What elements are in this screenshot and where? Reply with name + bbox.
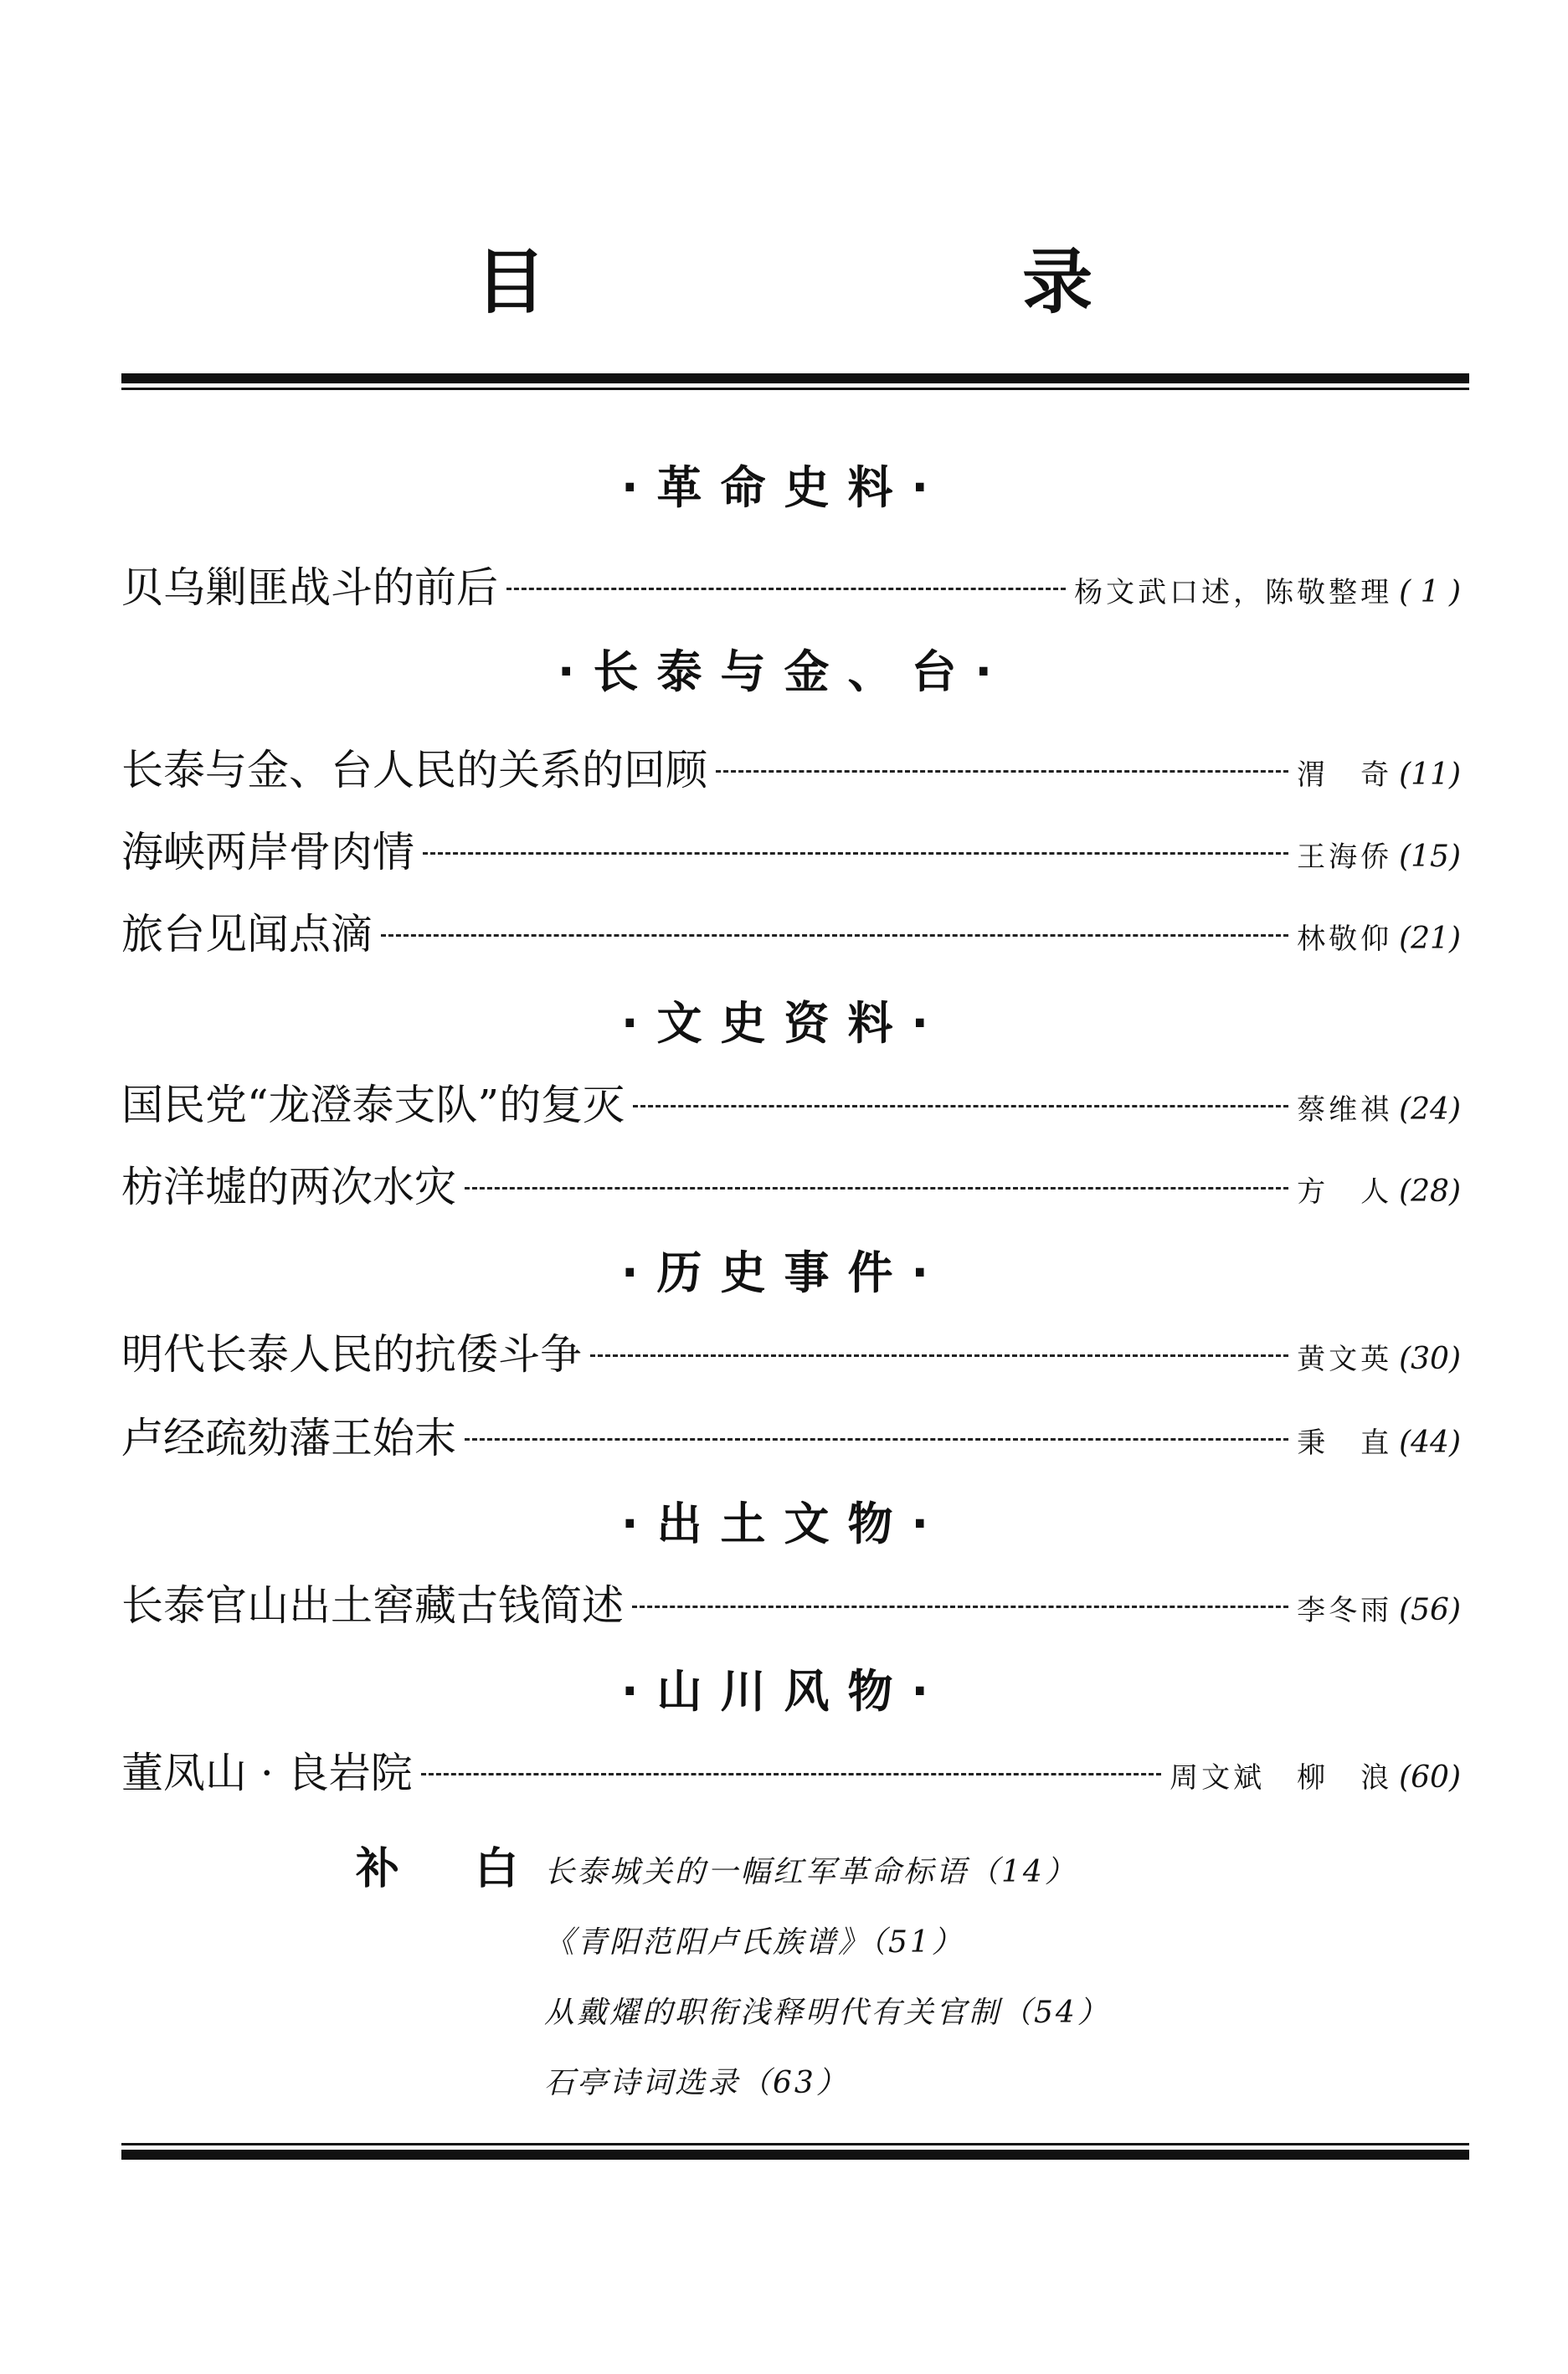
supplement-item[interactable]: 长泰城关的一幅红军革命标语（14） [544, 1855, 1077, 1889]
entry-author: 周文斌 柳 浪 [1170, 1761, 1393, 1795]
entry-page: (11) [1399, 758, 1461, 792]
supplement-item[interactable]: 石亭诗词选录（63） [544, 2066, 849, 2100]
section-heading-revolution: ·革命史料· [620, 461, 948, 514]
entry-title: 卢经疏劾藩王始末 [121, 1414, 456, 1462]
entry-title: 海峡两岸骨肉情 [121, 828, 414, 876]
leader-dots [465, 1187, 1288, 1190]
entry-title: 枋洋墟的两次水灾 [121, 1163, 456, 1211]
section-heading-changtai-jintai: ·长泰与金、台· [557, 645, 1011, 698]
section-heading-unearthed-relics: ·出土文物· [620, 1498, 948, 1550]
toc-entry[interactable] [121, 901, 1461, 959]
page-title: 目 录 [475, 241, 1319, 323]
leader-dots [633, 1105, 1288, 1107]
entry-page: (44) [1399, 1426, 1461, 1460]
supplement-item[interactable]: 从戴燿的职衔浅释明代有关官制（54） [544, 1996, 1110, 2030]
entry-title: 长泰官山出土窖藏古钱简述 [121, 1581, 624, 1630]
entry-author: 蔡维祺 [1297, 1093, 1393, 1127]
entry-page: (15) [1399, 840, 1461, 874]
toc-entry[interactable] [121, 1154, 1461, 1212]
entry-author: 黄文英 [1297, 1343, 1393, 1376]
leader-dots [423, 852, 1288, 855]
supplement-item[interactable]: 《青阳范阳卢氏族谱》（51） [544, 1925, 964, 1960]
toc-entry[interactable] [121, 554, 1461, 613]
leader-dots [421, 1773, 1161, 1775]
supplement-label: 补 白 [356, 1844, 549, 1894]
entry-title: 国民党“龙澄泰支队”的复灭 [121, 1081, 625, 1129]
entry-author: 杨文武口述，陈敬整理 [1074, 576, 1393, 609]
top-rule [121, 373, 1469, 390]
toc-entry[interactable] [121, 819, 1461, 877]
toc-entry[interactable] [121, 1071, 1461, 1130]
entry-author: 林敬仰 [1297, 922, 1393, 956]
entry-title: 长泰与金、台人民的关系的回顾 [121, 746, 707, 794]
leader-dots [465, 1438, 1288, 1441]
entry-author: 渭 奇 [1297, 758, 1393, 792]
entry-title: 旅台见闻点滴 [121, 910, 373, 958]
toc-entry[interactable] [121, 1405, 1461, 1463]
entry-title: 董凤山 · 良岩院 [121, 1749, 413, 1797]
entry-title: 明代长泰人民的抗倭斗争 [121, 1330, 582, 1379]
entry-author: 秉 直 [1297, 1426, 1393, 1460]
leader-dots [590, 1354, 1288, 1357]
section-heading-historical-events: ·历史事件· [620, 1246, 948, 1299]
entry-title: 贝乌剿匪战斗的前后 [121, 563, 498, 612]
entry-page: (21) [1399, 922, 1461, 956]
entry-page: (24) [1399, 1092, 1461, 1127]
toc-entry[interactable] [121, 1572, 1461, 1631]
entry-page: (56) [1399, 1593, 1461, 1627]
toc-entry[interactable] [121, 737, 1461, 795]
section-heading-literary-history: ·文史资料· [620, 997, 948, 1050]
entry-author: 王海侨 [1297, 840, 1393, 874]
entry-author: 方 人 [1297, 1175, 1393, 1209]
bottom-rule [121, 2143, 1469, 2160]
entry-author: 李冬雨 [1297, 1594, 1393, 1627]
leader-dots [716, 770, 1288, 773]
entry-page: ( 1 ) [1399, 575, 1461, 609]
entry-page: (60) [1399, 1760, 1461, 1795]
entry-page: (30) [1399, 1342, 1461, 1376]
entry-page: (28) [1399, 1174, 1461, 1209]
section-heading-landscape: ·山川风物· [620, 1665, 948, 1718]
leader-dots [381, 934, 1288, 937]
toc-entry[interactable] [121, 1321, 1461, 1380]
leader-dots [506, 588, 1066, 590]
leader-dots [632, 1606, 1288, 1608]
toc-entry[interactable] [121, 1739, 1461, 1798]
